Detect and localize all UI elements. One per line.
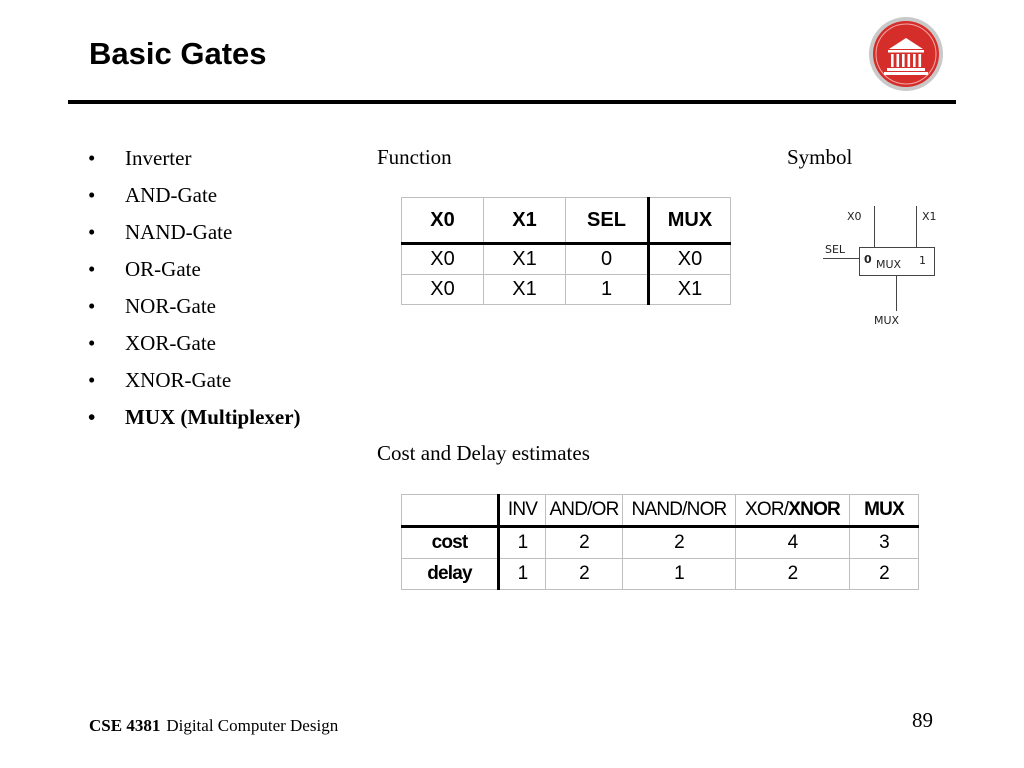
header-cell: X0 (402, 198, 484, 244)
cost-delay-table (401, 494, 919, 590)
list-item: • Inverter (88, 146, 192, 170)
table-cell: 1 (623, 559, 736, 590)
table-cell: 2 (623, 527, 736, 559)
symbol-port-1: 1 (919, 254, 926, 267)
header-cell: NAND/NOR (623, 495, 736, 527)
table-cell: 1 (499, 527, 546, 559)
table-cell: 4 (736, 527, 850, 559)
sel-wire (823, 258, 859, 259)
table-cell: 2 (546, 559, 623, 590)
table-cell: X1 (649, 275, 731, 305)
cost-delay-label: Cost and Delay estimates (377, 441, 590, 465)
header-cell: MUX (850, 495, 919, 527)
header-cell: MUX (649, 198, 731, 244)
output-wire (896, 275, 897, 311)
table-cell: X0 (402, 244, 484, 275)
symbol-box-label: MUX (876, 258, 902, 271)
table-header-row (402, 495, 919, 527)
symbol-input-x1: X1 (922, 210, 937, 223)
mux-symbol-diagram (815, 200, 945, 332)
row-header-cost: cost (402, 527, 499, 559)
function-label: Function (377, 145, 452, 169)
symbol-output-label: MUX (874, 314, 900, 327)
table-row (402, 559, 919, 590)
course-code: CSE 4381 (89, 716, 161, 735)
list-item-mux: • MUX (Multiplexer) (88, 405, 301, 429)
list-item: • NAND-Gate (88, 220, 233, 244)
list-item: • AND-Gate (88, 183, 218, 207)
table-cell: 3 (850, 527, 919, 559)
gate-list (88, 145, 301, 441)
symbol-sel-label: SEL (825, 243, 846, 256)
header-cell: INV (499, 495, 546, 527)
table-cell: 2 (736, 559, 850, 590)
course-name: Digital Computer Design (166, 716, 339, 735)
title-divider (68, 100, 956, 104)
table-header-row (402, 198, 731, 244)
table-cell: X0 (649, 244, 731, 275)
table-cell: 2 (546, 527, 623, 559)
table-cell: 1 (499, 559, 546, 590)
table-row (402, 527, 919, 559)
table-cell: 0 (566, 244, 649, 275)
symbol-label: Symbol (787, 145, 853, 169)
university-logo-icon (868, 16, 944, 92)
x1-wire (916, 206, 917, 247)
x0-wire (874, 206, 875, 247)
list-item: • NOR-Gate (88, 294, 216, 318)
row-header-delay: delay (402, 559, 499, 590)
list-item: • XOR-Gate (88, 331, 216, 355)
symbol-input-x0: X0 (847, 210, 862, 223)
list-item: • XNOR-Gate (88, 368, 232, 392)
symbol-port-0: 0 (864, 253, 872, 266)
table-cell: 1 (566, 275, 649, 305)
header-cell: AND/OR (546, 495, 623, 527)
table-row (402, 244, 731, 275)
mux-function-table (401, 197, 731, 305)
footer-course (89, 716, 338, 736)
header-cell: XOR/XNOR (736, 495, 850, 527)
slide-title: Basic Gates (89, 36, 267, 71)
header-cell-empty (402, 495, 499, 527)
page-number: 89 (912, 708, 933, 732)
table-cell: X0 (402, 275, 484, 305)
table-cell: X1 (484, 244, 566, 275)
table-cell: 2 (850, 559, 919, 590)
header-cell: SEL (566, 198, 649, 244)
table-row (402, 275, 731, 305)
header-cell: X1 (484, 198, 566, 244)
table-cell: X1 (484, 275, 566, 305)
list-item: • OR-Gate (88, 257, 201, 281)
